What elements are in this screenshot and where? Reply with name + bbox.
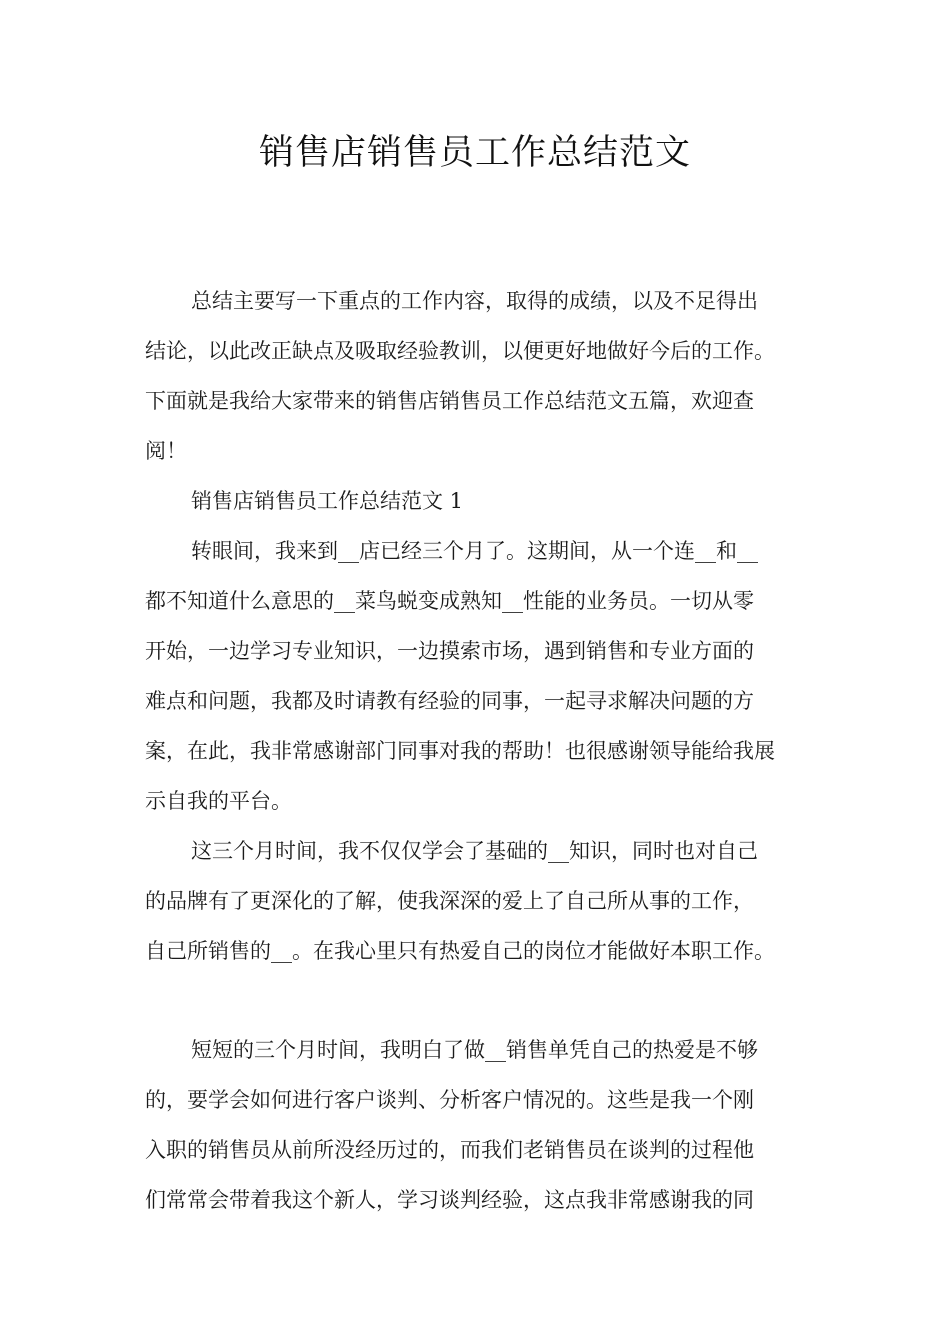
- paragraph-line: 的，要学会如何进行客户谈判、分析客户情况的。这些是我一个刚: [145, 1088, 754, 1112]
- paragraph-line: 下面就是我给大家带来的销售店销售员工作总结范文五篇，欢迎查: [145, 389, 754, 413]
- paragraph-line: 这三个月时间，我不仅仅学会了基础的__知识，同时也对自己: [191, 839, 758, 863]
- paragraph-line: 总结主要写一下重点的工作内容，取得的成绩，以及不足得出: [191, 289, 758, 313]
- section-heading: 销售店销售员工作总结范文 1: [191, 489, 464, 513]
- paragraph-line: 结论，以此改正缺点及吸取经验教训，以便更好地做好今后的工作。: [145, 339, 775, 363]
- paragraph-line: 开始，一边学习专业知识，一边摸索市场，遇到销售和专业方面的: [145, 639, 754, 663]
- paragraph-line: 入职的销售员从前所没经历过的，而我们老销售员在谈判的过程他: [145, 1138, 754, 1162]
- paragraph-line: 的品牌有了更深化的了解，使我深深的爱上了自己所从事的工作，: [145, 889, 754, 913]
- paragraph-line: 们常常会带着我这个新人，学习谈判经验，这点我非常感谢我的同: [145, 1188, 754, 1212]
- paragraph-line: 短短的三个月时间，我明白了做__销售单凭自己的热爱是不够: [191, 1038, 758, 1062]
- paragraph-line: 阅！: [145, 439, 187, 463]
- paragraph-line: 自己所销售的__。在我心里只有热爱自己的岗位才能做好本职工作。: [145, 939, 775, 963]
- paragraph-line: 转眼间，我来到__店已经三个月了。这期间，从一个连__和__: [191, 539, 758, 563]
- paragraph-line: 难点和问题，我都及时请教有经验的同事，一起寻求解决问题的方: [145, 689, 754, 713]
- paragraph-line: 案，在此，我非常感谢部门同事对我的帮助！也很感谢领导能给我展: [145, 739, 775, 763]
- paragraph-line: 示自我的平台。: [145, 789, 292, 813]
- paragraph-line: 都不知道什么意思的__菜鸟蜕变成熟知__性能的业务员。一切从零: [145, 589, 754, 613]
- document-title: 销售店销售员工作总结范文: [258, 133, 691, 173]
